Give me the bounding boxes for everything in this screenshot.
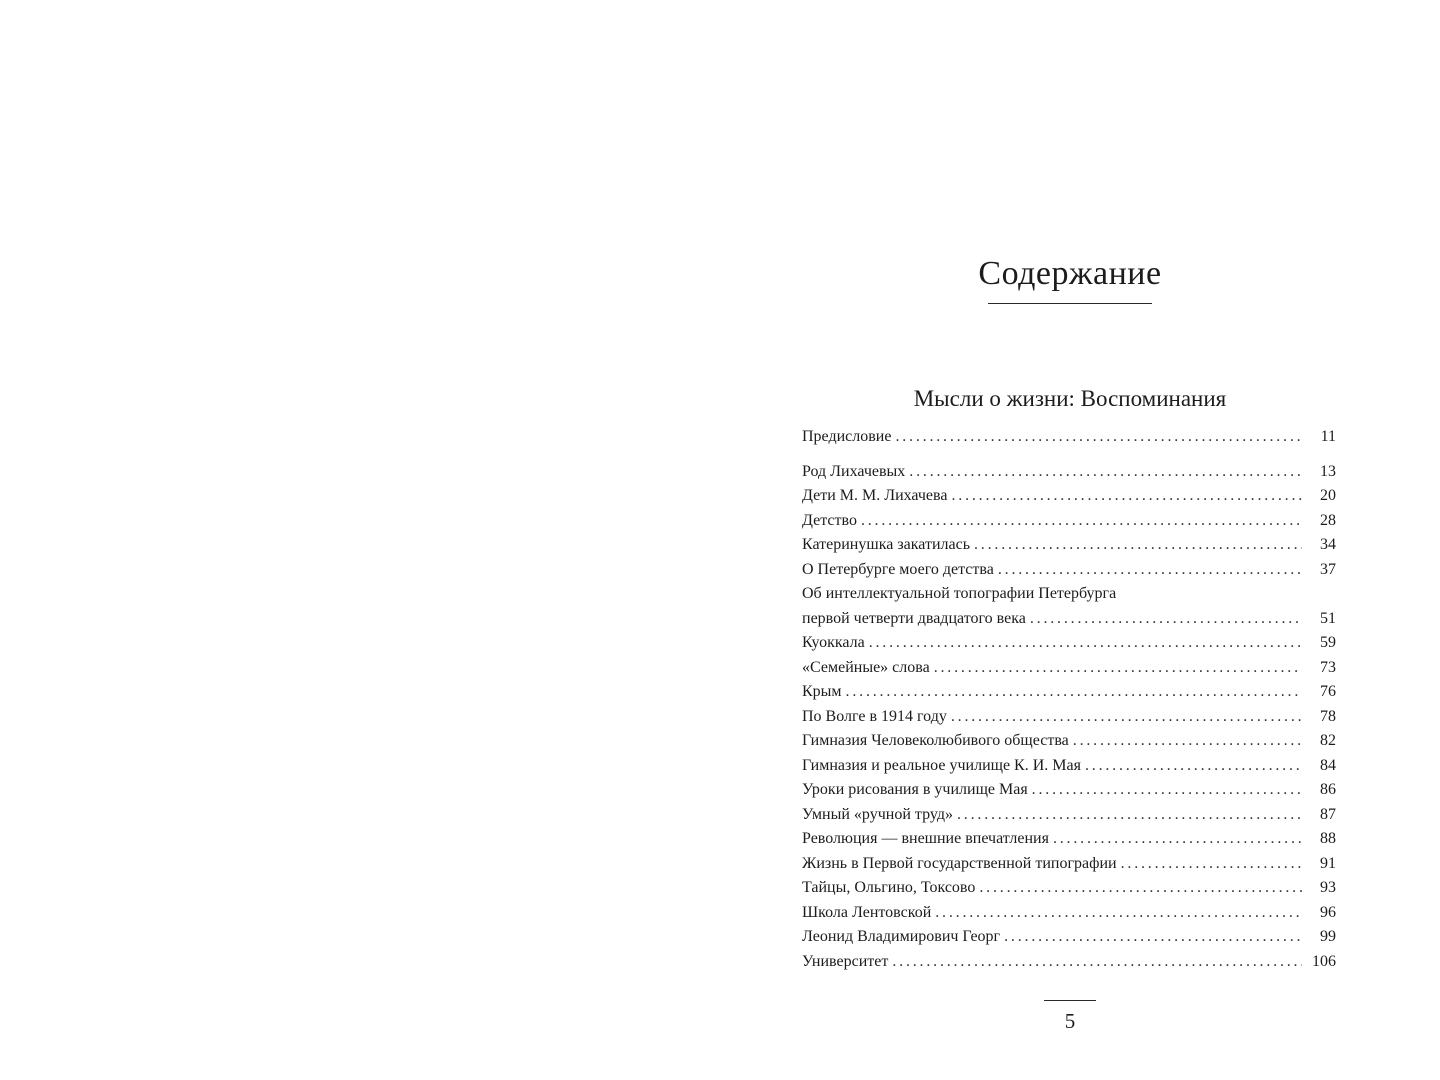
toc-leader-dots (951, 484, 1302, 509)
toc-entry-title-line2: первой четверти двадцатого века (802, 609, 1026, 627)
toc-leader-dots (892, 950, 1302, 975)
toc-leader-dots (935, 901, 1302, 926)
toc-entry[interactable] (802, 656, 1336, 681)
toc-leader-dots (957, 803, 1302, 828)
toc-entry-title: Предисловие (802, 428, 892, 445)
toc-entry-title: Леонид Владимирович Георг (802, 928, 1001, 945)
page-title: Содержание (978, 255, 1162, 292)
toc-entry-title: Куоккала (802, 634, 865, 651)
toc-entry-title: По Волге в 1914 году (802, 707, 947, 725)
toc-entry[interactable] (802, 803, 1336, 828)
toc-entry-page: 93 (1320, 879, 1336, 896)
toc-entry-page: 86 (1320, 781, 1336, 798)
toc-entry-title: Род Лихачевых (802, 462, 906, 480)
right-page (720, 0, 1440, 1080)
toc-leader-dots (1032, 778, 1302, 803)
toc-entry[interactable] (802, 680, 1336, 705)
toc-entry-title-line1: Об интеллектуальной топографии Петербурга (802, 585, 1117, 602)
toc-leader-dots (1121, 852, 1302, 877)
toc-entry-title: Умный «ручной труд» (802, 805, 953, 823)
toc-entry-page: 34 (1320, 536, 1336, 553)
toc-entry-title: Революция — внешние впечатления (802, 830, 1049, 847)
toc-entry[interactable] (802, 901, 1336, 926)
toc-leader-dots (934, 656, 1302, 681)
toc-leader-dots (1053, 827, 1302, 852)
toc-leader-dots (861, 509, 1302, 534)
table-of-contents (802, 425, 1336, 974)
toc-entry-page: 73 (1320, 658, 1336, 676)
title-underline (988, 303, 1152, 304)
toc-entry[interactable] (802, 533, 1336, 558)
toc-entry[interactable] (802, 425, 1336, 450)
page-number: 5 (1064, 1009, 1076, 1033)
toc-entry-title: «Семейные» слова (802, 658, 930, 676)
toc-entry-page: 99 (1320, 928, 1336, 945)
toc-leader-dots (951, 705, 1302, 730)
toc-entry-page: 91 (1320, 854, 1336, 872)
toc-entry-title: Университет (802, 952, 889, 970)
toc-leader-dots (869, 631, 1302, 656)
toc-entry-title: Катеринушка закатилась (802, 536, 970, 553)
toc-entry-title: Уроки рисования в училище Мая (802, 781, 1028, 798)
toc-entry[interactable] (802, 950, 1336, 975)
toc-entry-page: 106 (1312, 952, 1336, 970)
toc-entry-title: Крым (802, 683, 842, 700)
toc-entry-title: Гимназия и реальное училище К. И. Мая (802, 756, 1081, 774)
toc-leader-dots (846, 680, 1302, 705)
toc-leader-dots (974, 533, 1302, 558)
toc-entry-title: Жизнь в Первой государственной типографии (802, 854, 1117, 872)
toc-leader-dots (1030, 607, 1302, 632)
toc-leader-dots (979, 876, 1302, 901)
toc-entry[interactable] (802, 582, 1336, 631)
toc-leader-dots (998, 558, 1302, 583)
toc-leader-dots (909, 460, 1302, 485)
toc-entry[interactable] (802, 460, 1336, 485)
toc-entry[interactable] (802, 754, 1336, 779)
toc-entry-page: 84 (1320, 756, 1336, 774)
toc-entry-title: Гимназия Человеколюбивого общества (802, 732, 1069, 749)
toc-entry-title: О Петербурге моего детства (802, 560, 994, 578)
toc-leader-dots (1073, 729, 1302, 754)
toc-entry-page: 20 (1320, 487, 1336, 504)
toc-entry[interactable] (802, 827, 1336, 852)
toc-leader-dots (1085, 754, 1302, 779)
toc-entry-title: Школа Лентовской (802, 903, 932, 921)
toc-entry-page: 88 (1320, 830, 1336, 847)
toc-entry[interactable] (802, 729, 1336, 754)
toc-entry[interactable] (802, 876, 1336, 901)
section-title: Мысли о жизни: Воспоминания (913, 386, 1227, 411)
toc-entry-title: Детство (802, 511, 857, 529)
toc-entry[interactable] (802, 705, 1336, 730)
toc-entry-page: 82 (1320, 732, 1336, 749)
toc-entry-page: 37 (1320, 560, 1336, 578)
toc-leader-dots (895, 425, 1302, 450)
toc-entry-page: 11 (1320, 428, 1336, 445)
toc-entry-page: 78 (1320, 707, 1336, 725)
toc-entry-page: 87 (1320, 805, 1336, 823)
toc-entry-title: Тайцы, Ольгино, Токсово (802, 879, 976, 896)
toc-entry-page: 96 (1320, 903, 1336, 921)
toc-entry-title: Дети М. М. Лихачева (802, 487, 948, 504)
toc-entry[interactable] (802, 509, 1336, 534)
toc-leader-dots (1004, 925, 1302, 950)
toc-entry-page: 51 (1320, 609, 1336, 627)
folio-rule (1044, 1000, 1096, 1001)
toc-entry[interactable] (802, 558, 1336, 583)
toc-entry[interactable] (802, 852, 1336, 877)
toc-entry-page: 59 (1320, 634, 1336, 651)
toc-entry-page: 76 (1320, 683, 1336, 700)
toc-entry-page: 13 (1320, 462, 1336, 480)
toc-entry[interactable] (802, 778, 1336, 803)
toc-entry[interactable] (802, 925, 1336, 950)
toc-entry-page: 28 (1320, 511, 1336, 529)
toc-entry[interactable] (802, 484, 1336, 509)
toc-entry[interactable] (802, 631, 1336, 656)
